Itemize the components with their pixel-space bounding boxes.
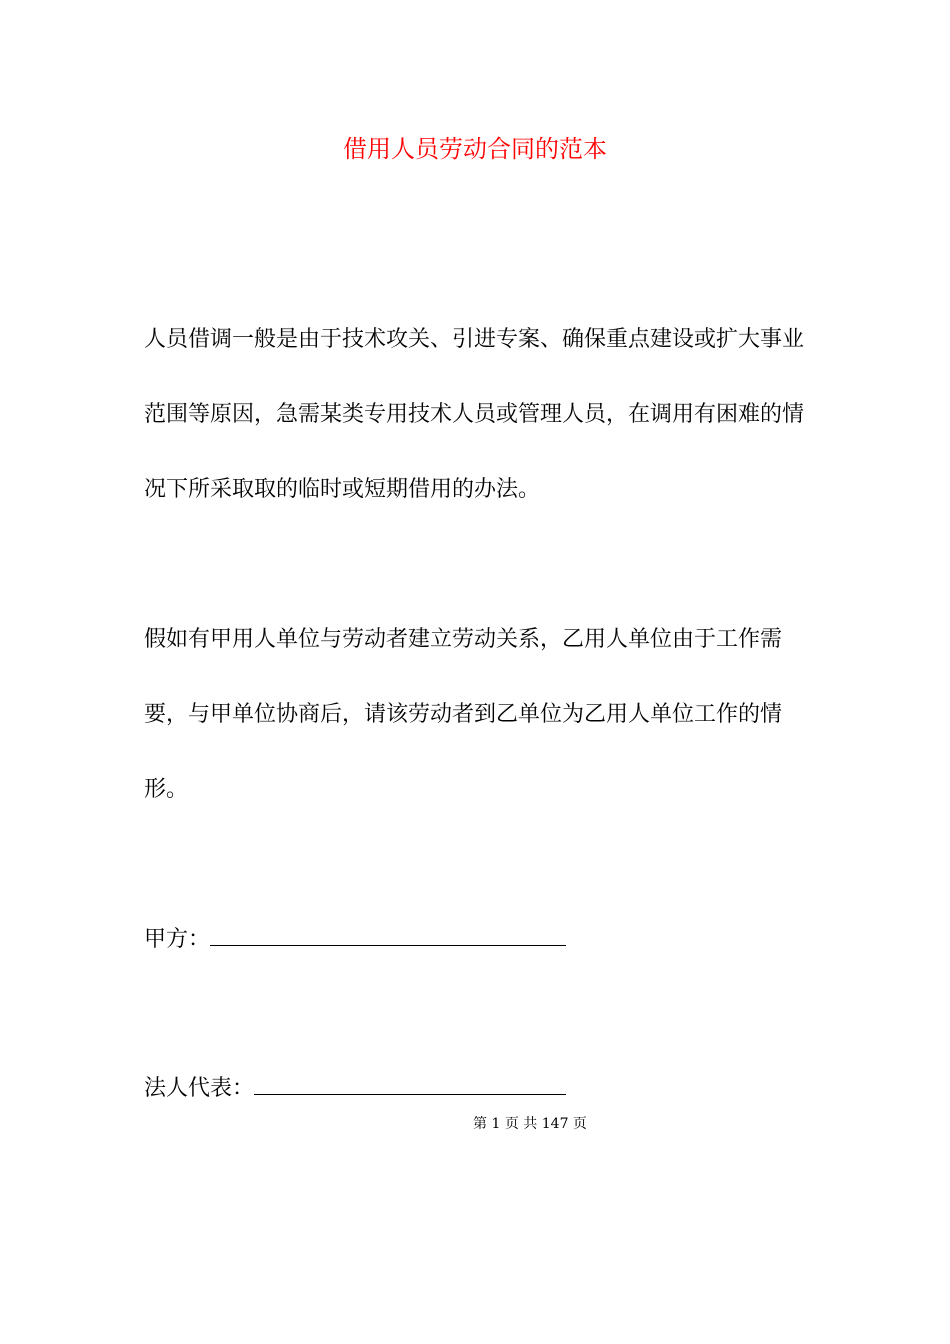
document-title: 借用人员劳动合同的范本 <box>343 135 607 163</box>
party-a-label: 甲方： <box>144 927 211 952</box>
party-a-blank-line <box>210 921 566 946</box>
party-a-field <box>144 921 566 957</box>
legal-rep-blank-line <box>254 1070 566 1095</box>
paragraph-situation: 假如有甲用人单位与劳动者建立劳动关系，乙用人单位由于工作需要，与甲单位协商后，请该劳动者到乙单位为乙用人单位工作的情形。 <box>144 627 783 802</box>
legal-rep-field <box>144 1070 566 1106</box>
legal-rep-label: 法人代表： <box>144 1076 255 1101</box>
page-number-footer: 第 1 页 共 147 页 <box>473 1116 587 1132</box>
paragraph-intro: 人员借调一般是由于技术攻关、引进专案、确保重点建设或扩大事业范围等原因，急需某类专用技术人员或管理人员，在调用有困难的情况下所采取取的临时或短期借用的办法。 <box>144 327 805 502</box>
